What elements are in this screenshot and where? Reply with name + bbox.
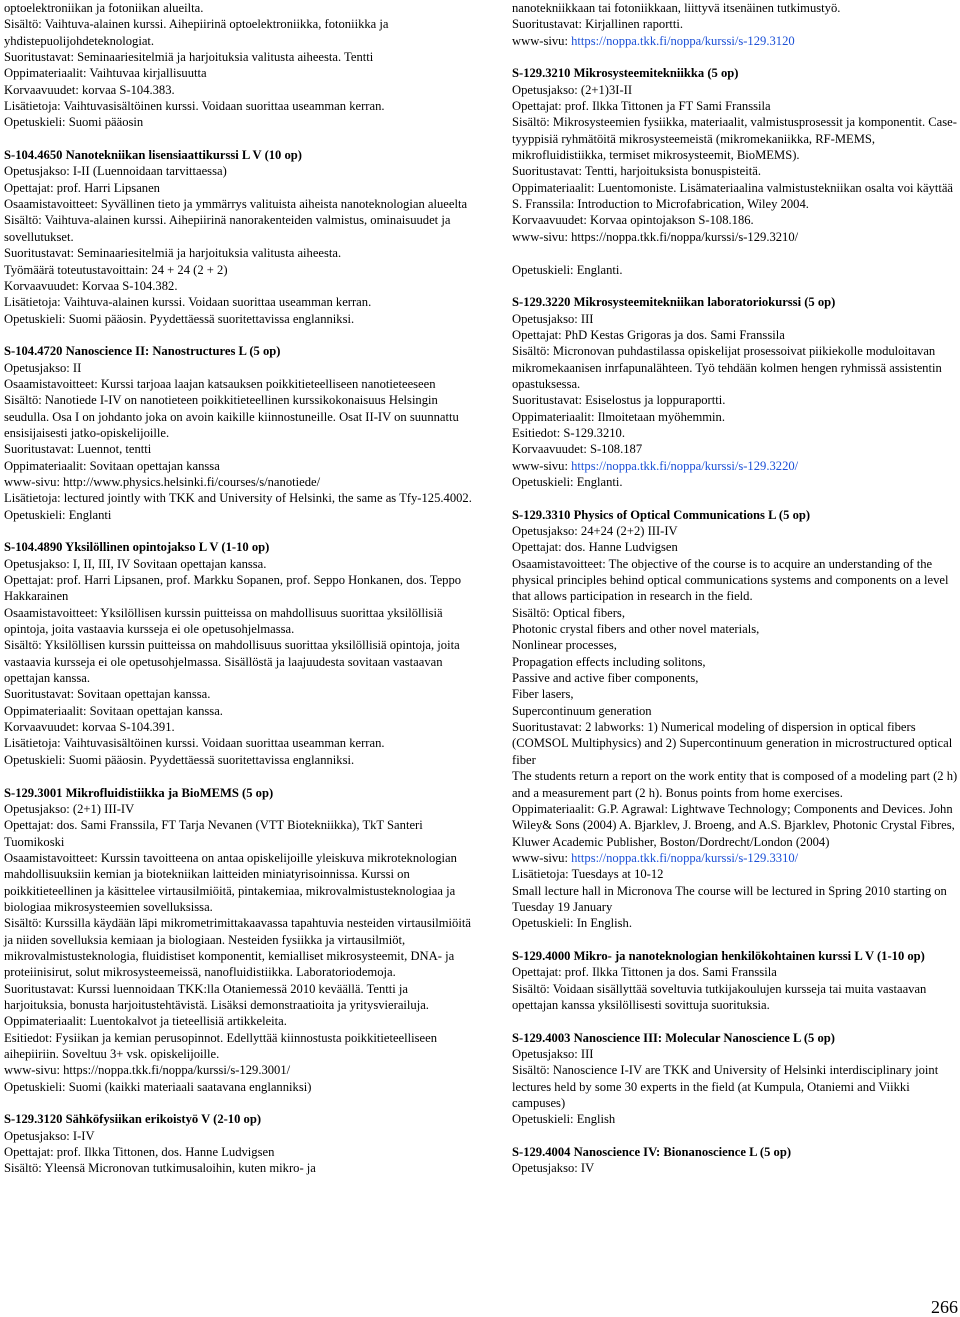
course-line: Opettajat: prof. Harri Lipsanen [4, 180, 160, 195]
course-line: www-sivu: https://noppa.tkk.fi/noppa/kurssi/s-129.3210/ [512, 229, 799, 244]
course-line: Opetuskieli: In English. [512, 916, 632, 931]
course-line: Opetusjakso: I-IV [4, 1128, 95, 1143]
course-line: Lisätietoja: Vaihtuvasisältöinen kurssi. Voidaan suorittaa useamman kerran. [4, 736, 385, 751]
www-line [512, 850, 958, 866]
course-line: Opettajat: prof. Ilkka Tittonen, dos. Hanne Ludvigsen [4, 1145, 275, 1160]
course-line: Sisältö: Vaihtuva-alainen kurssi. Aihepiirinä nanorakenteiden valmistus, ominaisuudet ja sovellutukset. [4, 213, 451, 244]
course-entry [4, 1111, 472, 1176]
course-title: S-104.4650 Nanotekniikan lisensiaattikurssi L V (10 op) [4, 148, 303, 163]
course-line: www-sivu: https://noppa.tkk.fi/noppa/kurssi/s-129.3001/ [4, 1063, 291, 1078]
course-line: Small lecture hall in Micronova The course will be lectured in Spring 2010 starting on Tuesday 19 January [512, 883, 947, 914]
course-line: Opetusjakso: II [4, 360, 82, 375]
course-line: Osaamistavoitteet: Kurssin tavoitteena on antaa opiskelijoille yleiskuva mikroteknologian mahdollisuuksiin kemian ja biotekniikan laitteiden miniatyrisoinnissa. Kurssi on poikkitieteellinen ja käsittelee virtausilmiöitä, pintakemiaa, mikrovalmistusteknologiaa ja biologiaa mikrosysteemien sovelluksissa. [4, 850, 457, 914]
course-line: Sisältö: Nanotiede I-IV on nanotieteen poikkitieteellinen kurssikokonaisuus Helsingin seudulla. Osa I on johdanto joka on avoin kaikille kiinnostuneille. Osat II-IV on suunnattu ensisijaisesti jatko-opiskelijoille. [4, 393, 459, 440]
course-line: Opetusjakso: IV [512, 1161, 595, 1176]
course-line: Työmäärä toteutustavoittain: 24 + 24 (2 + 2) [4, 262, 228, 277]
course-line: Sisältö: Yleensä Micronovan tutkimusaloihin, kuten mikro- ja [4, 1161, 316, 1176]
course-title: S-129.3120 Sähköfysiikan erikoistyö V (2-10 op) [4, 1112, 262, 1127]
page-number: 266 [931, 1297, 958, 1317]
course-line: Photonic crystal fibers and other novel materials, [512, 622, 760, 637]
course-entry [4, 539, 472, 768]
course-line: Lisätietoja: Tuesdays at 10-12 [512, 867, 664, 882]
course-line: Oppimateriaalit: Luentomoniste. Lisämateriaalina valmistustekniikan osalta voi käyttää S. Franssila: Introduction to Microfabrication, Wiley 2004. [512, 180, 954, 212]
course-line: Opetuskieli: Suomi pääosin. Pyydettäessä suoritettavissa englanniksi. [4, 752, 355, 767]
course-line: Propagation effects including solitons, [512, 654, 706, 669]
course-line: nanotekniikkaan tai fotoniikkaan, liittyvä itsenäinen tutkimustyö. [512, 1, 841, 15]
course-line: Opettajat: PhD Kestas Grigoras ja dos. Sami Franssila [512, 327, 785, 342]
course-line: Opetusjakso: 24+24 (2+2) III-IV [512, 524, 678, 538]
course-line: Osaamistavoitteet: Yksilöllisen kurssin puitteissa on mahdollisuus suorittaa yksilöllisiä opintoja, joita vastaavia kursseja ei ole opetusohjelmassa. [4, 605, 443, 637]
course-line: Suoritustavat: Kirjallinen raportti. [512, 17, 684, 32]
course-line: Opetusjakso: (2+1)3I-II [512, 82, 633, 97]
course-line: Opettajat: dos. Sami Franssila, FT Tarja Nevanen (VTT Biotekniikka), TkT Santeri Tuomikoski [4, 818, 423, 849]
course-link[interactable]: https://noppa.tkk.fi/noppa/kurssi/s-129.3120 [571, 33, 795, 48]
course-entry [4, 343, 472, 523]
course-line: Suoritustavat: Seminaariesitelmiä ja harjoituksia valitusta aiheesta. Tentti [4, 50, 374, 65]
course-entry [512, 65, 958, 277]
www-label: www-sivu: [512, 33, 572, 48]
course-line: Opetuskieli: Suomi pääosin. Pyydettäessä suoritettavissa englanniksi. [4, 311, 355, 326]
course-line: Opetuskieli: Suomi (kaikki materiaali saatavana englanniksi) [4, 1079, 312, 1094]
course-title: S-129.4000 Mikro- ja nanoteknologian henkilökohtainen kurssi L V (1-10 op) [512, 948, 925, 963]
course-line: Lisätietoja: lectured jointly with TKK and University of Helsinki, the same as Tfy-125.4002. [4, 491, 472, 506]
course-line: The students return a report on the work entity that is composed of a modeling part (2 h) and a measurement part (2 h). Bonus points from home exercises. [512, 769, 958, 800]
course-line: Sisältö: Kurssilla käydään läpi mikrometrimittakaavassa tapahtuvia nesteiden virtausilmiöitä ja niiden sovelluksia kemiaan ja biologiaan. Nesteiden fysiikka ja virtausilmiöt, mikrovalmistusteknologia, fluidistiset komponentit, kemialliset mikrosysteemit, DNA- ja proteiinisirut, solut mikrosysteemeissä, nanofluidistiikka. Laboratoriodemoja. [4, 916, 471, 980]
www-label: www-sivu: [512, 458, 572, 473]
course-line: Opetusjakso: I-II (Luennoidaan tarvittaessa) [4, 164, 227, 179]
course-line: Suoritustavat: Kurssi luennoidaan TKK:lla Otaniemessä 2010 keväällä. Tentti ja harjoituksia, bonusta harjoitustehtävistä. Lisäksi demonstraatioita ja yritysvierailuja. [4, 981, 429, 1012]
course-title: S-129.3210 Mikrosysteemitekniikka (5 op) [512, 66, 739, 81]
course-line: Korvaavuudet: Korvaa S-104.382. [4, 278, 178, 293]
course-line: Opetusjakso: III [512, 311, 594, 326]
course-line: Osaamistavoitteet: Syvällinen tieto ja ymmärrys valituista aiheista nanoteknologian alueelta [4, 197, 468, 212]
course-line: Sisältö: Nanoscience I-IV are TKK and University of Helsinki interdisciplinary joint lectures held by some 30 experts in the field (at Kumpula, Otaniemi and Viikki campuses) [512, 1063, 939, 1111]
course-line: Opetuskieli: English [512, 1112, 616, 1127]
course-line: Opetuskieli: Englanti [4, 507, 112, 522]
course-entry [512, 1144, 958, 1177]
www-line [512, 33, 958, 49]
course-title: S-104.4720 Nanoscience II: Nanostructures L (5 op) [4, 344, 281, 359]
course-line: Opetuskieli: Englanti. [512, 262, 623, 277]
course-line: Nonlinear processes, [512, 638, 617, 653]
course-line: Osaamistavoitteet: Kurssi tarjoaa laajan katsauksen poikkitieteelliseen nanotieteeseen [4, 376, 436, 391]
course-line: Oppimateriaalit: Luentokalvot ja tieteellisiä artikkeleita. [4, 1014, 287, 1029]
course-line: Suoritustavat: Tentti, harjoituksista bonuspisteitä. [512, 164, 761, 179]
course-line: Supercontinuum generation [512, 703, 652, 718]
course-line: Esitiedot: S-129.3210. [512, 425, 625, 440]
course-entry [512, 294, 958, 490]
course-line: Korvaavuudet: korvaa S-104.383. [4, 82, 175, 97]
course-line: Sisältö: Mikrosysteemien fysiikka, materiaalit, valmistusprosessit ja komponentit. Case-tyyppisiä ryhmätöitä mikrosysteemeistä (mikromekaniikka, RF-MEMS, mikrofluidistiikka, termiset mikrosysteemit, BioMEMS). [512, 115, 957, 163]
course-line: Suoritustavat: Sovitaan opettajan kanssa. [4, 687, 211, 702]
course-line: Korvaavuudet: S-108.187 [512, 442, 643, 457]
course-line: Sisältö: Voidaan sisällyttää soveltuvia tutkijakoulujen kursseja tai muita vastaavan opettajan kanssa yksilöllisesti sovittuja suorituksia. [512, 981, 927, 1012]
course-line: Oppimateriaalit: G.P. Agrawal: Lightwave Technology; Components and Devices. John Wiley& Sons (2004) A. Bjarklev, J. Broeng, and A.S. Bjarklev, Photonic Crystal Fibres, Kluwer Academic Publisher, Boston/Dordrecht/London (2004) [512, 801, 955, 849]
course-title: S-129.4003 Nanoscience III: Molecular Nanoscience L (5 op) [512, 1030, 835, 1045]
course-line: Opettajat: prof. Harri Lipsanen, prof. Markku Sopanen, prof. Seppo Honkanen, dos. Teppo Hakkarainen [4, 573, 462, 604]
course-line: Opettajat: dos. Hanne Ludvigsen [512, 540, 678, 555]
right-column [512, 0, 958, 1193]
course-line: Oppimateriaalit: Sovitaan opettajan kanssa [4, 458, 220, 473]
course-title: S-129.3220 Mikrosysteemitekniikan laboratoriokurssi (5 op) [512, 295, 836, 310]
course-line: Sisältö: Vaihtuva-alainen kurssi. Aihepiirinä optoelektroniikka, fotoniikka ja yhdistepuolijohdeteknologiat. [4, 17, 389, 48]
course-line: Lisätietoja: Vaihtuvasisältöinen kurssi. Voidaan suorittaa useamman kerran. [4, 99, 385, 114]
course-line: Passive and active fiber components, [512, 671, 699, 686]
course-line: Fiber lasers, [512, 687, 574, 702]
course-line: Suoritustavat: 2 labworks: 1) Numerical modeling of dispersion in optical fibers (COMSOL Multiphysics) and 2) Supercontinuum generation in microstructured optical fiber [512, 720, 953, 767]
course-line: Sisältö: Yksilöllisen kurssin puitteissa on mahdollisuus suorittaa yksilöllisiä opintoja, joita vastaavia kursseja ei ole opetusohjelmassa. Sisällöstä ja laajuudesta sovitaan vastaavan opettajan kanssa. [4, 638, 460, 686]
course-line: Sisältö: Optical fibers, [512, 605, 625, 620]
course-line: Suoritustavat: Esiselostus ja loppuraportti. [512, 393, 726, 408]
course-line: Suoritustavat: Seminaariesitelmiä ja harjoituksia valitusta aiheesta. [4, 246, 342, 261]
left-column [4, 0, 472, 1193]
course-line: Oppimateriaalit: Vaihtuvaa kirjallisuutta [4, 66, 207, 81]
course-line: Opetuskieli: Englanti. [512, 474, 623, 489]
www-label: www-sivu: [512, 850, 572, 865]
course-line: Opetusjakso: I, II, III, IV Sovitaan opettajan kanssa. [4, 556, 267, 571]
course-title: S-129.4004 Nanoscience IV: Bionanoscience L (5 op) [512, 1145, 792, 1160]
course-entry [512, 948, 958, 1013]
course-title: S-104.4890 Yksilöllinen opintojakso L V (1-10 op) [4, 540, 270, 555]
course-line: optoelektroniikan ja fotoniikan alueilta. [4, 1, 204, 15]
course-entry [4, 0, 472, 131]
course-line: Oppimateriaalit: Ilmoitetaan myöhemmin. [512, 409, 725, 424]
blank-line [512, 245, 958, 261]
course-line: Esitiedot: Fysiikan ja kemian perusopinnot. Edellyttää kiinnostusta poikkitieteelliseen aihepiiriin. Soveltuu 3+ vsk. opiskelijoille. [4, 1030, 438, 1061]
course-line: Lisätietoja: Vaihtuva-alainen kurssi. Voidaan suorittaa useamman kerran. [4, 295, 372, 310]
course-line: Sisältö: Micronovan puhdastilassa opiskelijat prosessoivat piikiekolle moduloitavan mikromekaanisen inrfapunalähteen. Työ tehdään kolmen hengen ryhmissä assistentin opastuksessa. [512, 344, 942, 391]
course-line: Opetuskieli: Suomi pääosin [4, 115, 144, 130]
course-link[interactable]: https://noppa.tkk.fi/noppa/kurssi/s-129.3310/ [571, 850, 799, 865]
course-line: Oppimateriaalit: Sovitaan opettajan kanssa. [4, 703, 223, 718]
course-line: Suoritustavat: Luennot, tentti [4, 442, 152, 457]
course-link[interactable]: https://noppa.tkk.fi/noppa/kurssi/s-129.3220/ [571, 458, 799, 473]
course-entry [512, 1030, 958, 1128]
course-entry [512, 0, 958, 49]
course-title: S-129.3310 Physics of Optical Communications L (5 op) [512, 507, 811, 522]
course-line: Opettajat: prof. Ilkka Tittonen ja dos. Sami Franssila [512, 965, 777, 980]
course-line: Opetusjakso: (2+1) III-IV [4, 801, 135, 816]
course-line: Opettajat: prof. Ilkka Tittonen ja FT Sami Franssila [512, 99, 771, 114]
course-entry [4, 785, 472, 1096]
course-line: Opetusjakso: III [512, 1047, 594, 1061]
www-line [512, 458, 958, 474]
course-entry [4, 147, 472, 327]
course-entry [512, 507, 958, 932]
course-line: Korvaavuudet: Korvaa opintojakson S-108.186. [512, 213, 754, 228]
course-line: www-sivu: http://www.physics.helsinki.fi/courses/s/nanotiede/ [4, 474, 321, 489]
course-title: S-129.3001 Mikrofluidistiikka ja BioMEMS (5 op) [4, 785, 274, 800]
course-line: Korvaavuudet: korvaa S-104.391. [4, 720, 175, 735]
course-line: Osaamistavoitteet: The objective of the course is to acquire an understanding of the physical principles behind optical communications systems and components on a level that allows participation in research in the field. [512, 556, 949, 604]
